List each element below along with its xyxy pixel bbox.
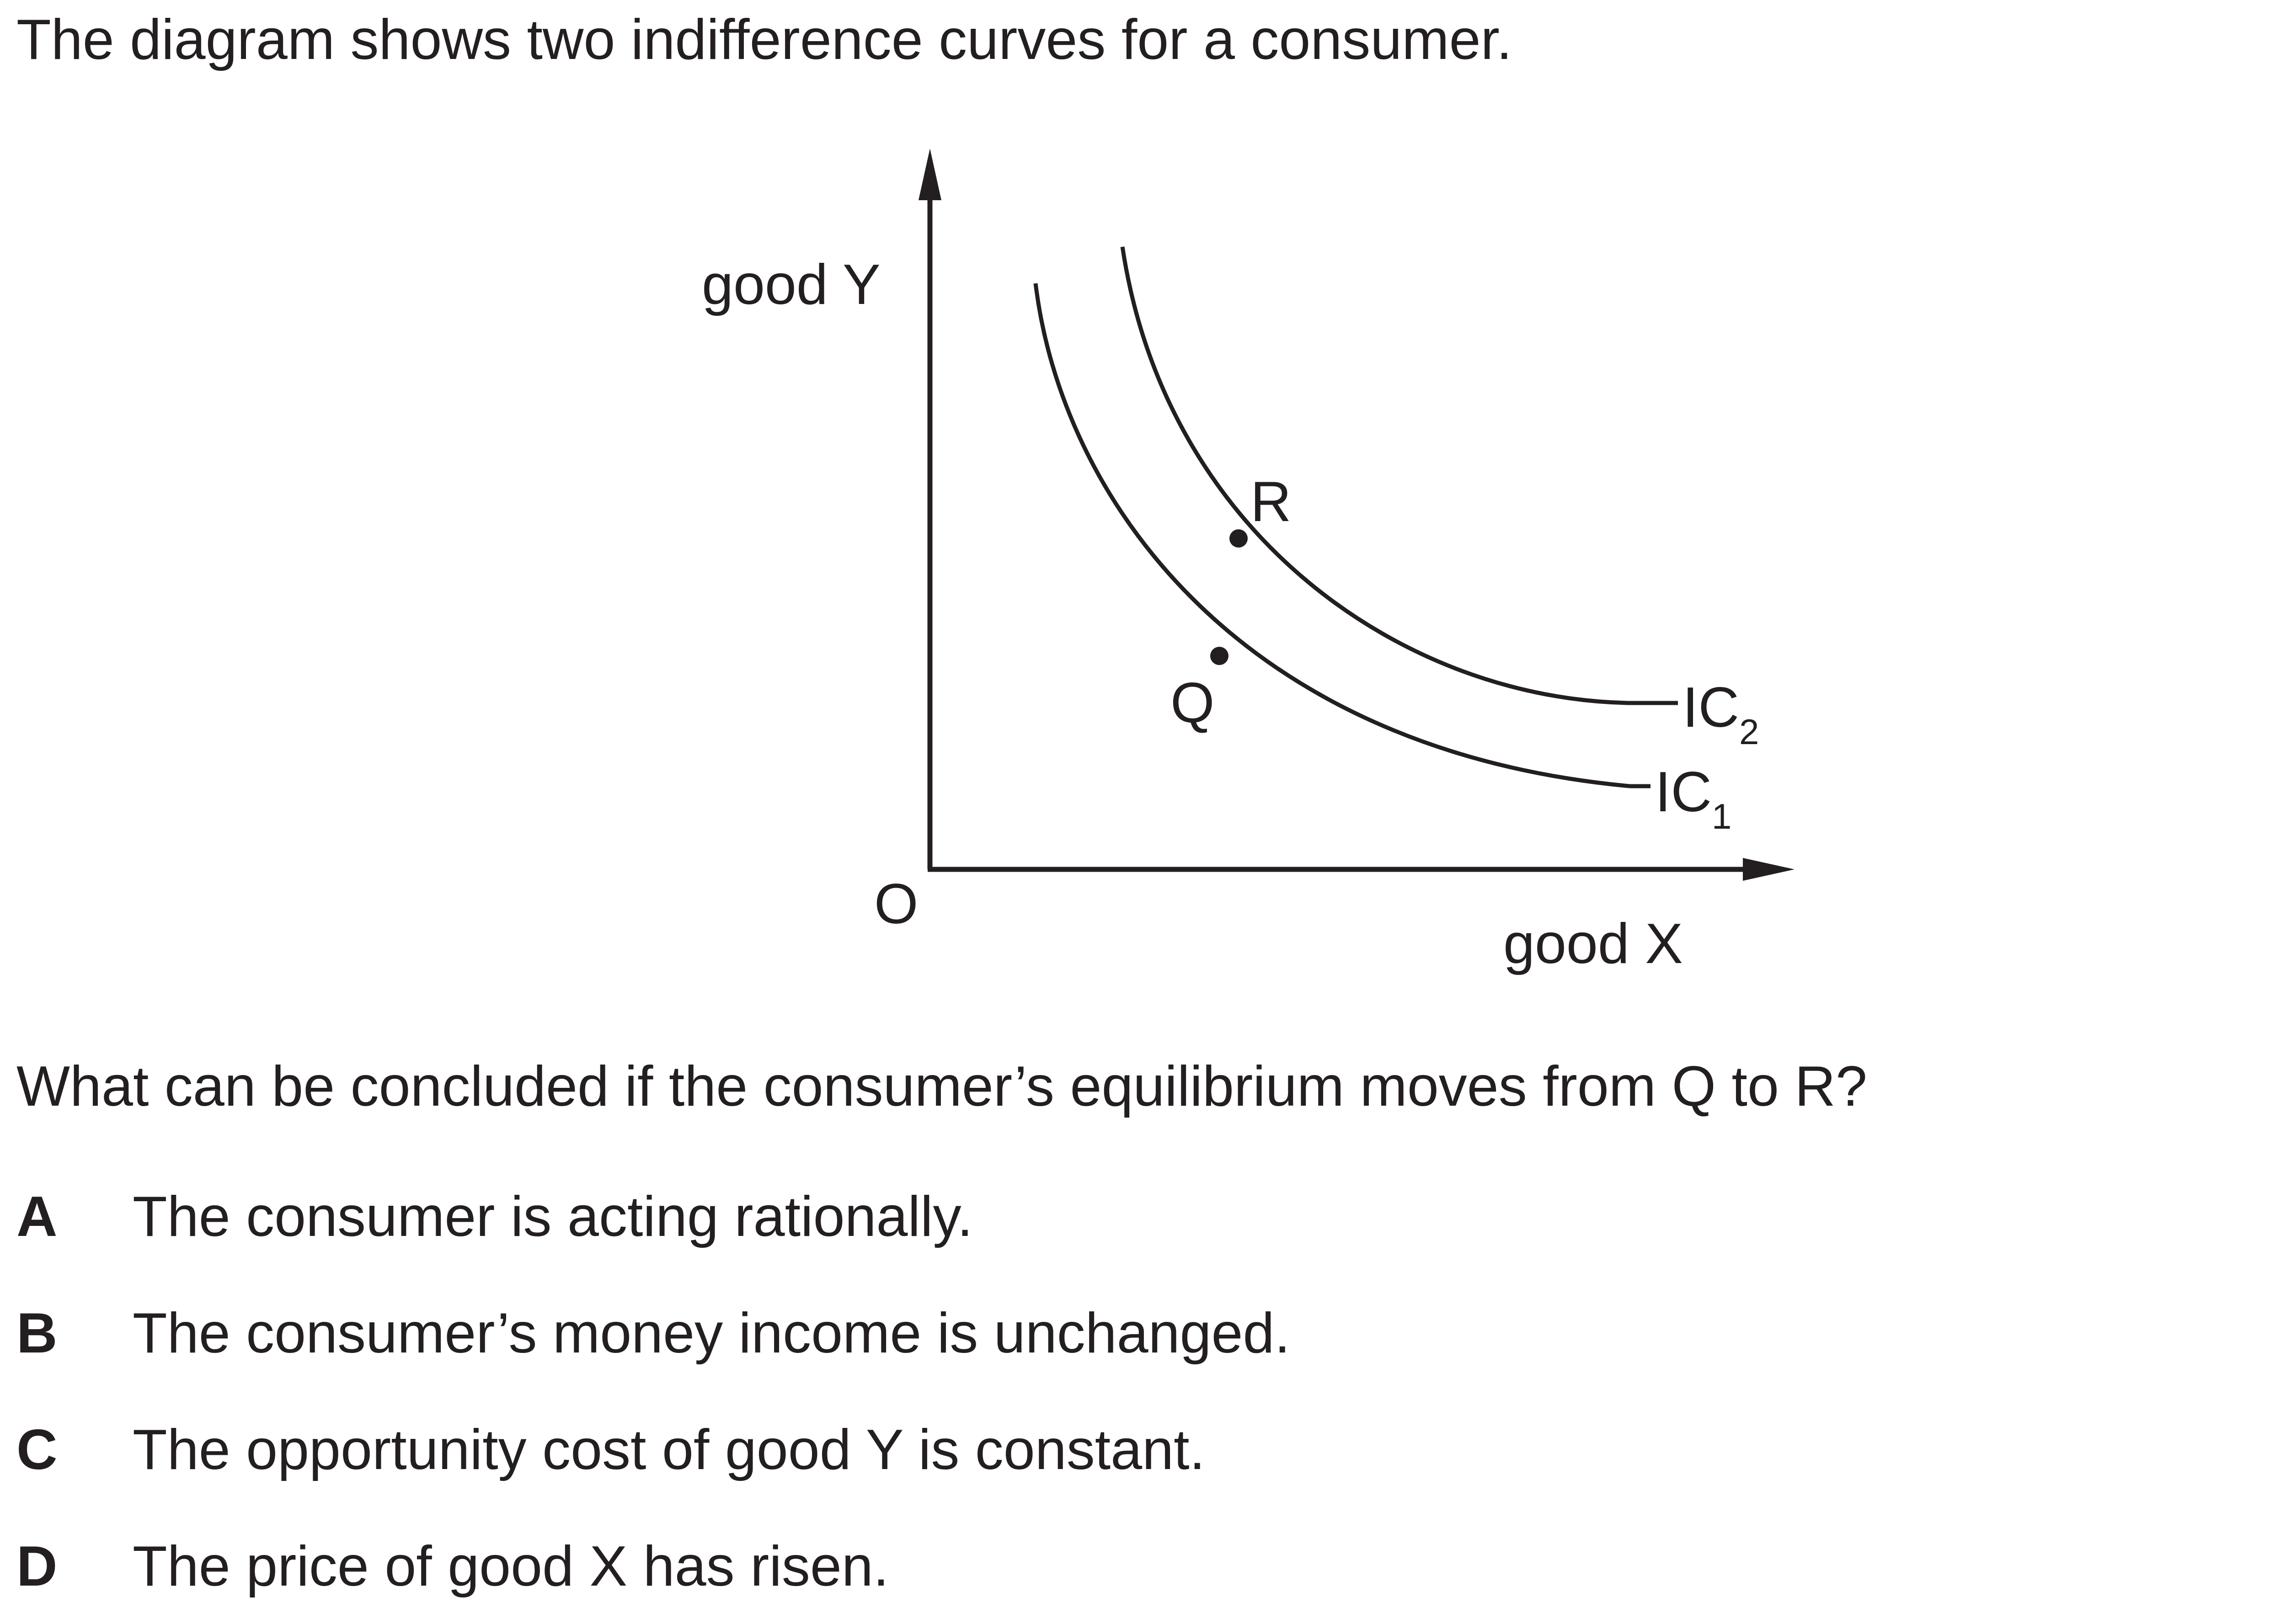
indifference-curve-ic2	[1122, 247, 1630, 703]
ic1-label-main: IC	[1655, 761, 1712, 824]
intro-text: The diagram shows two indifference curves for a consumer.	[16, 8, 1512, 71]
answer-option-d[interactable]	[16, 1535, 1571, 1607]
x-axis-arrowhead	[1743, 858, 1795, 881]
y-axis-label: good Y	[702, 253, 881, 316]
option-letter: D	[16, 1535, 58, 1598]
ic2-label-subscript: 2	[1739, 712, 1759, 752]
ic2-label-main: IC	[1682, 676, 1739, 739]
option-letter: B	[16, 1302, 58, 1365]
point-q	[1210, 647, 1228, 665]
option-text: The consumer’s money income is unchanged.	[133, 1302, 1290, 1365]
point-r-label: R	[1250, 470, 1292, 533]
x-axis-label: good X	[1503, 912, 1683, 975]
question-text: What can be concluded if the consumer’s equilibrium moves from Q to R?	[16, 1055, 1867, 1118]
indifference-curve-ic1	[1036, 283, 1630, 786]
origin-label: O	[874, 873, 919, 936]
option-letter: C	[16, 1418, 58, 1481]
option-text: The opportunity cost of good Y is constant.	[133, 1418, 1206, 1481]
point-r	[1229, 529, 1248, 548]
option-text: The consumer is acting rationally.	[133, 1185, 973, 1248]
ic1-label-subscript: 1	[1712, 796, 1732, 836]
answer-option-a[interactable]	[16, 1185, 1571, 1257]
point-q-label: Q	[1170, 671, 1215, 735]
option-letter: A	[16, 1185, 58, 1248]
option-text: The price of good X has risen.	[133, 1535, 889, 1598]
ic1-label	[1655, 761, 1731, 836]
answer-option-c[interactable]	[16, 1418, 1571, 1490]
ic2-label	[1682, 676, 1759, 752]
answer-option-b[interactable]	[16, 1302, 1571, 1374]
y-axis-arrowhead	[919, 149, 941, 200]
